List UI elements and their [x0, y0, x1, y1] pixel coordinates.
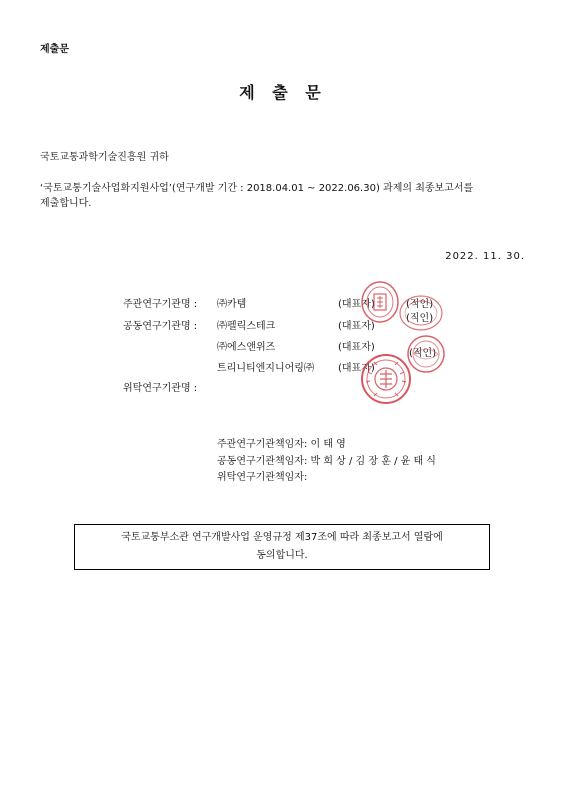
consent-notice-box: [74, 524, 490, 570]
representative-label: (대표자): [338, 321, 375, 332]
joint-institution-label: 공동연구기관명 :: [123, 321, 198, 332]
company-seal-stamp: [398, 294, 444, 332]
body-text-line2: 제출합니다.: [40, 198, 92, 209]
seal-label: (직인): [406, 299, 434, 310]
entrusted-manager: 위탁연구기관책임자:: [217, 472, 308, 483]
consent-notice-line1: 국토교통부소관 연구개발사업 운영규정 제37조에 따라 최종보고서 열람에: [121, 532, 443, 543]
representative-label: (대표자): [338, 299, 375, 310]
institution-name: ㈜펠릭스테크: [217, 321, 276, 332]
lead-institution-label: 주관연구기관명 :: [123, 299, 198, 310]
institution-name: ㈜에스앤위즈: [217, 342, 276, 353]
seal-label: (직인): [406, 313, 434, 324]
document-title: 제 출 문: [239, 83, 327, 102]
body-text-line1: ‘국토교통기술사업화지원사업’(연구개발 기간 : 2018.04.01 ~ 2022.06.30) 과제의 최종보고서를: [40, 183, 474, 194]
institution-name: ㈜카템: [217, 299, 247, 310]
addressee: 국토교통과학기술진흥원 귀하: [40, 152, 169, 163]
entrusted-institution-label: 위탁연구기관명 :: [123, 383, 198, 394]
representative-label: (대표자): [338, 363, 375, 374]
seal-label: (직인): [409, 348, 437, 359]
representative-label: (대표자): [338, 342, 375, 353]
institution-name: 트리니티엔지니어링㈜: [217, 363, 314, 374]
document-header: 제출문: [40, 44, 69, 55]
company-seal-stamp: [360, 352, 412, 406]
lead-manager: 주관연구기관책임자: 이 태 영: [217, 439, 346, 450]
submission-date: 2022. 11. 30.: [445, 251, 525, 262]
company-seal-stamp: [360, 280, 400, 324]
joint-managers: 공동연구기관책임자: 박 희 상 / 김 장 훈 / 윤 태 식: [217, 456, 436, 467]
consent-notice-line2: 동의합니다.: [256, 550, 308, 561]
